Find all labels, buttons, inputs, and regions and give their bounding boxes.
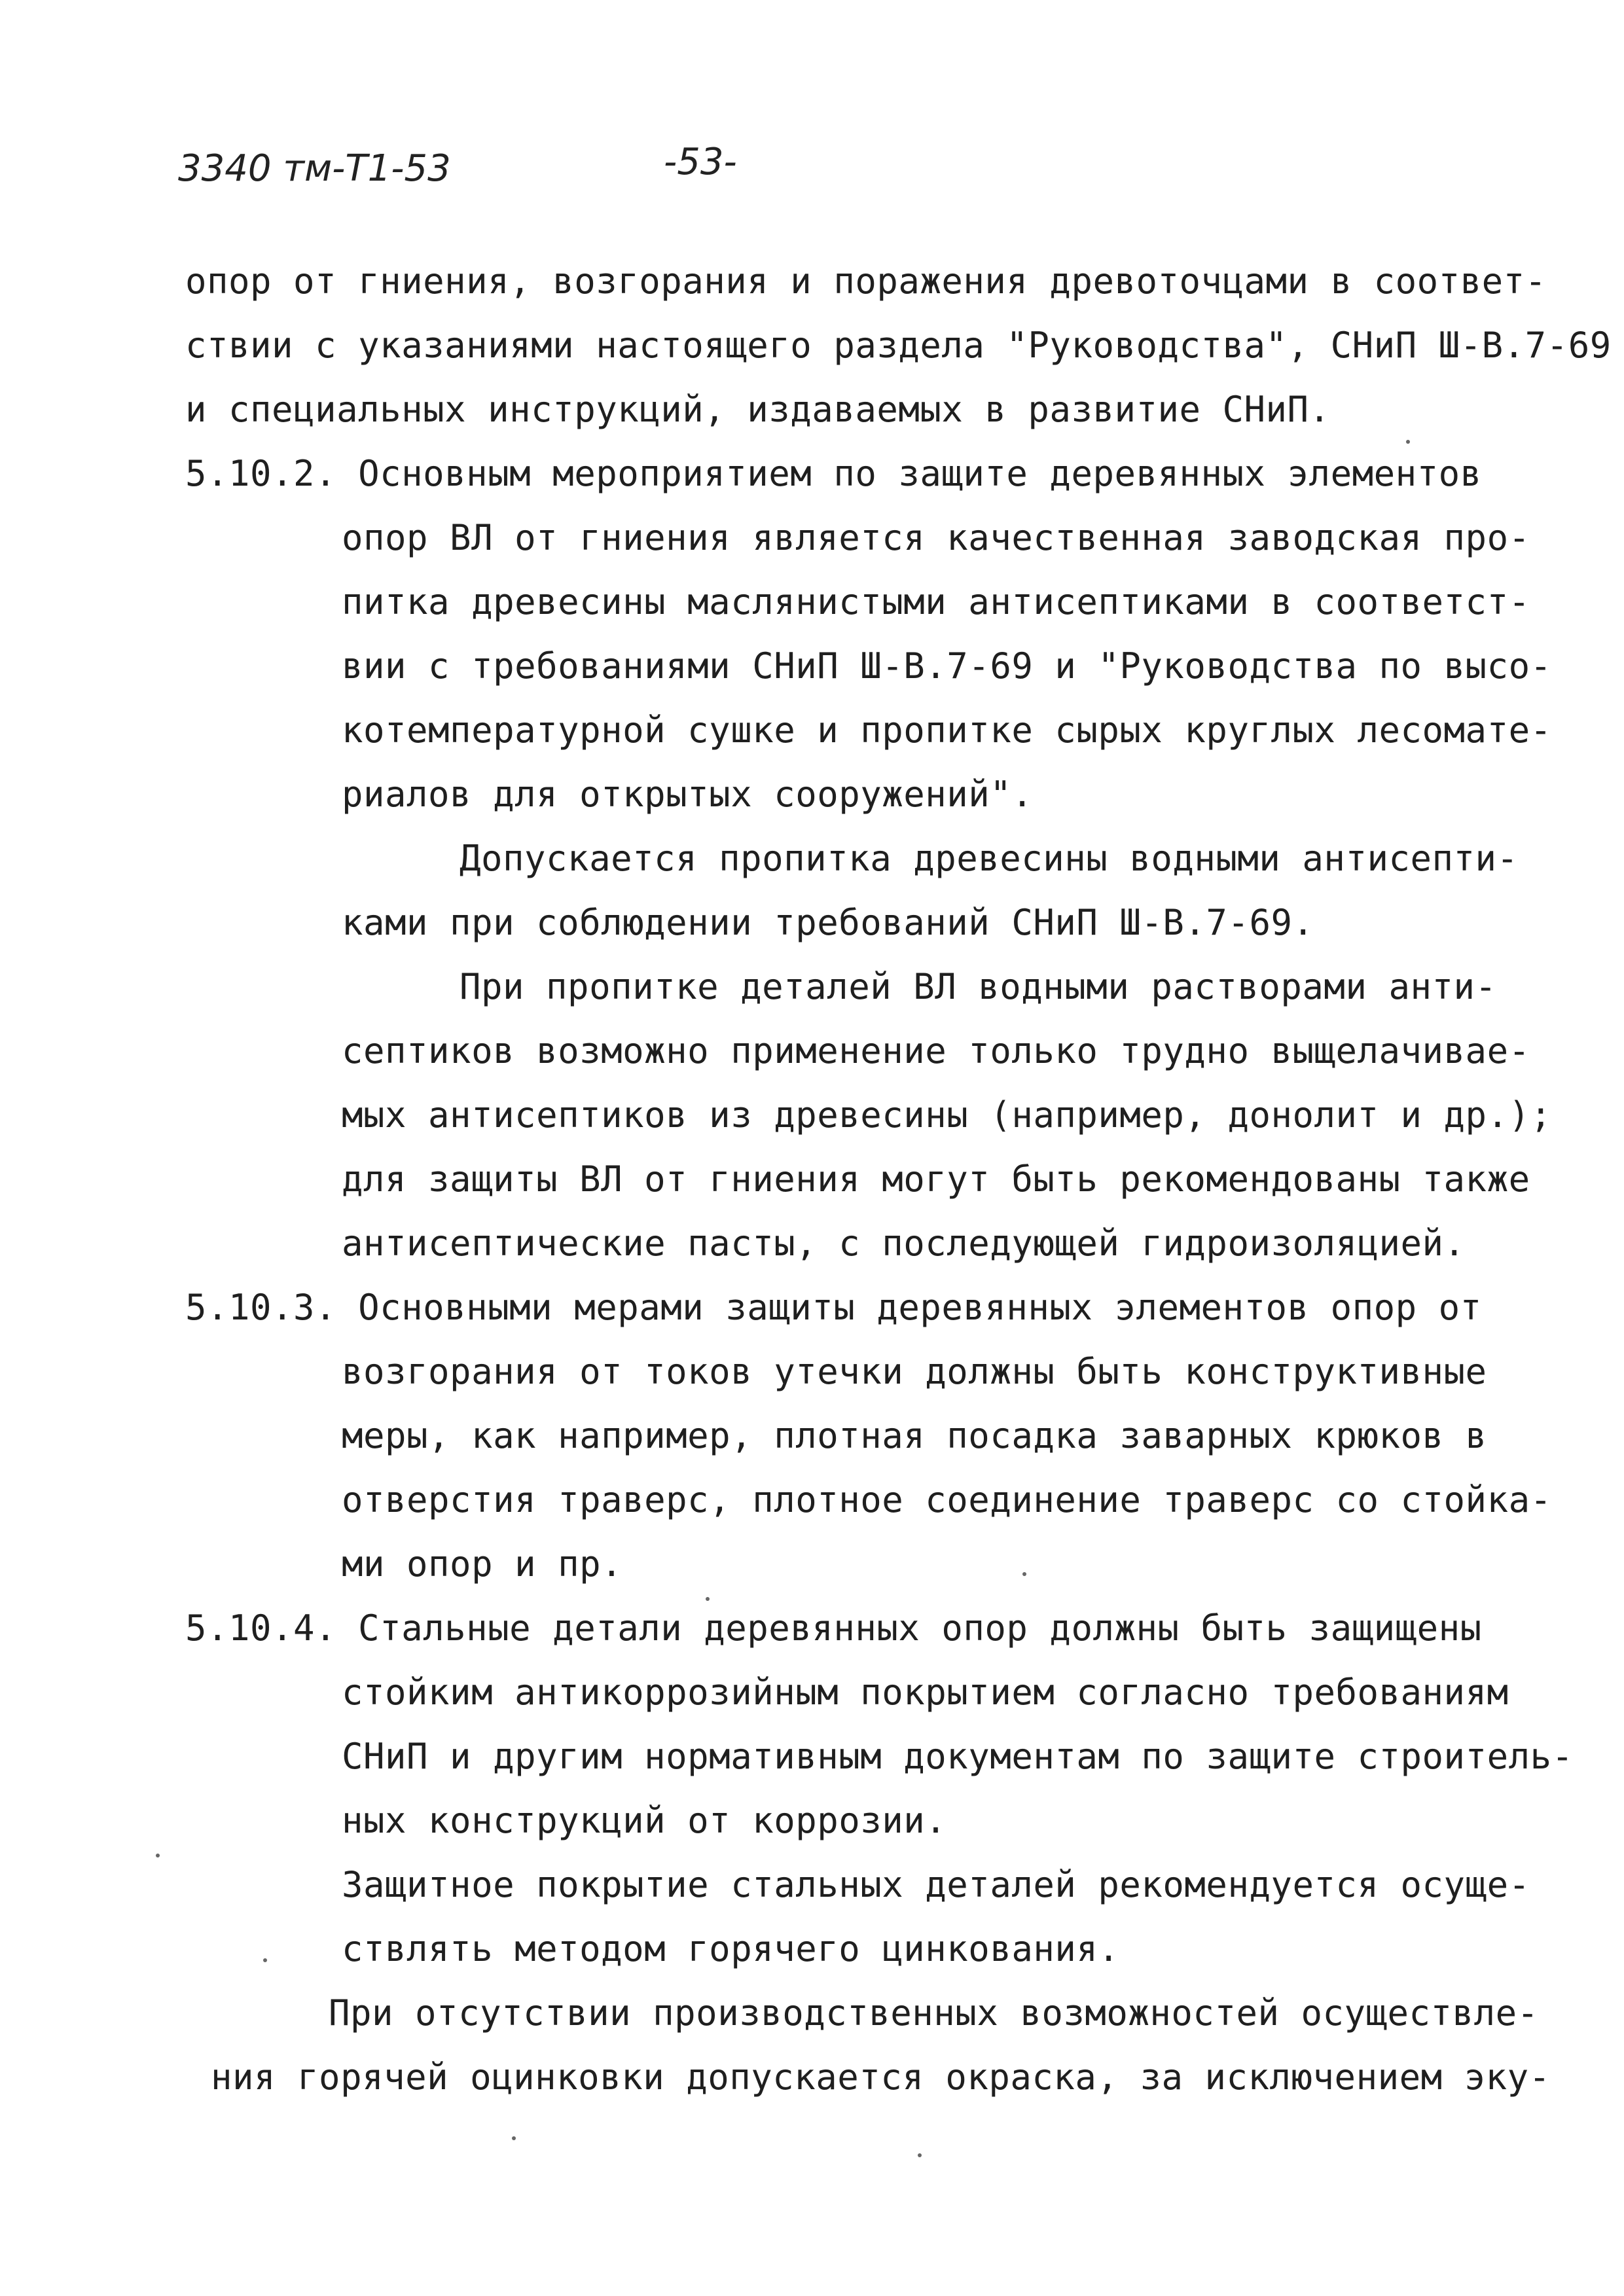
text-line: При отсутствии производственных возможностей осуществле- — [329, 1992, 1539, 2034]
text-line: ми опор и пр. — [342, 1543, 623, 1585]
text-line: Защитное покрытие стальных деталей рекомендуется осуще- — [342, 1864, 1530, 1905]
text-line: опор от гниения, возгорания и поражения древоточцами в соответ- — [185, 260, 1547, 302]
section-heading-line: 5.10.4. Стальные детали деревянных опор должны быть защищены — [185, 1607, 1482, 1649]
text-line: СНиП и другим нормативным документам по защите строитель- — [342, 1736, 1574, 1777]
text-line: мых антисептиков из древесины (например, донолит и др.); — [342, 1094, 1552, 1136]
page-number: -53- — [664, 141, 737, 183]
text-line: опор ВЛ от гниения является качественная заводская про- — [342, 517, 1530, 558]
text-line: ствлять методом горячего цинкования. — [342, 1928, 1120, 1969]
scan-speck — [512, 2136, 516, 2140]
scan-speck — [918, 2153, 922, 2157]
scan-speck — [706, 1597, 710, 1601]
text-line: ствии с указаниями настоящего раздела "Руководства", СНиП Ш-В.7-69 — [185, 325, 1612, 366]
text-line: При пропитке деталей ВЛ водными растворами анти- — [460, 966, 1497, 1007]
text-line: ками при соблюдении требований СНиП Ш-В.7-69. — [342, 902, 1314, 943]
text-line: вии с требованиями СНиП Ш-В.7-69 и "Руководства по высо- — [342, 645, 1552, 687]
section-heading-line: 5.10.2. Основным мероприятием по защите деревянных элементов — [185, 453, 1482, 494]
text-line: ния горячей оцинковки допускается окраска, за исключением эку- — [211, 2056, 1551, 2098]
document-code: 3340 тм-Т1-53 — [178, 147, 451, 190]
text-line: Допускается пропитка древесины водными антисепти- — [460, 838, 1519, 879]
section-heading-line: 5.10.3. Основными мерами защиты деревянных элементов опор от — [185, 1287, 1482, 1328]
text-line: ных конструкций от коррозии. — [342, 1800, 947, 1841]
scan-speck — [263, 1958, 267, 1962]
text-line: антисептические пасты, с последующей гидроизоляцией. — [342, 1223, 1466, 1264]
text-line: для защиты ВЛ от гниения могут быть рекомендованы также — [342, 1158, 1530, 1200]
scan-speck — [156, 1854, 160, 1857]
text-line: котемпературной сушке и пропитке сырых круглых лесомате- — [342, 709, 1552, 751]
text-line: риалов для открытых сооружений". — [342, 774, 1034, 815]
text-line: и специальных инструкций, издаваемых в развитие СНиП. — [185, 389, 1331, 430]
text-line: возгорания от токов утечки должны быть конструктивные — [342, 1351, 1487, 1392]
scan-speck — [1022, 1572, 1026, 1576]
scan-speck — [1406, 440, 1410, 444]
text-line: септиков возможно применение только трудно выщелачивае- — [342, 1030, 1530, 1071]
text-line: стойким антикоррозийным покрытием согласно требованиям — [342, 1672, 1509, 1713]
text-line: питка древесины маслянистыми антисептиками в соответст- — [342, 581, 1530, 622]
text-line: меры, как например, плотная посадка заварных крюков в — [342, 1415, 1487, 1456]
text-line: отверстия траверс, плотное соединение траверс со стойка- — [342, 1479, 1552, 1520]
